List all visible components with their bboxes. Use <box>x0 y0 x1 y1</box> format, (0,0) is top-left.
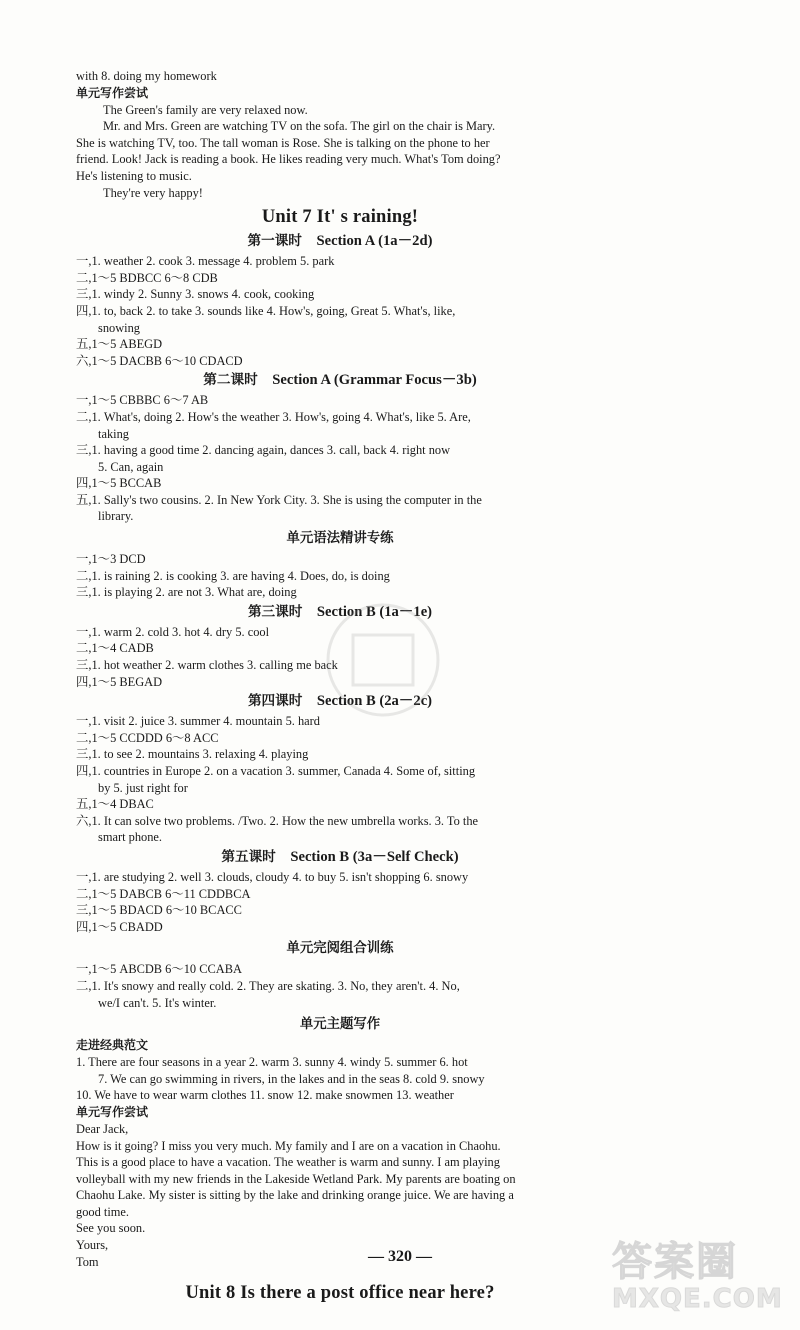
letter-line: Chaohu Lake. My sister is sitting by the lake and drinking orange juice. We are having a <box>76 1188 514 1203</box>
answer-line: 一,1. visit 2. juice 3. summer 4. mountain 5. hard <box>76 714 320 729</box>
answer-line: 五,1～5 ABEGD <box>76 337 163 352</box>
answer-line: 二,1. What's, doing 2. How's the weather 3. How's, going 4. What's, like 5. Are, <box>76 409 471 424</box>
essay-line: friend. Look! Jack is reading a book. He likes reading very much. What's Tom doing? <box>76 152 501 167</box>
lesson-section: Section B (3a－Self Check) <box>290 848 459 865</box>
answer-line: we/I can't. 5. It's winter. <box>98 995 217 1010</box>
answer-line: 一,1～3 DCD <box>76 552 146 567</box>
essay-line: He's listening to music. <box>76 168 192 183</box>
reading-lines <box>76 961 604 1011</box>
essay-line: She is watching TV, too. The tall woman is Rose. She is talking on the phone to her <box>76 135 490 150</box>
answer-line: 1. There are four seasons in a year 2. warm 3. sunny 4. windy 5. summer 6. hot <box>76 1055 468 1070</box>
essay-line: Mr. and Mrs. Green are watching TV on the sofa. The girl on the chair is Mary. <box>103 119 496 134</box>
lesson-label: 第二课时 <box>203 372 258 389</box>
lesson-section: Section B (2a－2c) <box>316 693 433 710</box>
lesson-section: Section A (Grammar Focus－3b) <box>272 372 477 389</box>
lesson-title <box>76 231 604 252</box>
essay-line: The Green's family are very relaxed now. <box>103 102 308 117</box>
answer-line: 一,1～5 ABCDB 6～10 CCABA <box>76 962 242 977</box>
answer-line: 二,1～5 CCDDD 6～8 ACC <box>76 730 219 745</box>
answer-line: 四,1. to, back 2. to take 3. sounds like 4. How's, going, Great 5. What's, like, <box>76 303 456 318</box>
answer-line: 五,1. Sally's two cousins. 2. In New York City. 3. She is using the computer in the <box>76 492 482 507</box>
answer-line: by 5. just right for <box>98 780 188 795</box>
answer-line: 三,1. hot weather 2. warm clothes 3. calling me back <box>76 658 338 673</box>
answer-line: taking <box>98 426 129 441</box>
answer-line: 三,1～5 BDACD 6～10 BCACC <box>76 903 242 918</box>
lesson-title <box>76 847 604 868</box>
answer-line: 五,1～4 DBAC <box>76 797 154 812</box>
classic-essay-heading: 走进经典范文 <box>76 1038 149 1053</box>
essay-block <box>76 102 604 202</box>
letter-line: See you soon. <box>76 1221 146 1236</box>
lesson-answers <box>76 392 604 525</box>
lesson-answers <box>76 253 604 369</box>
faint-stamp-graphic <box>318 590 448 740</box>
answer-line: 六,1～5 DACBB 6～10 CDACD <box>76 353 243 368</box>
unit-7-title: Unit 7 It' s raining! <box>261 207 419 228</box>
answer-line: 7. We can go swimming in rivers, in the lakes and in the seas 8. cold 9. snowy <box>98 1071 485 1086</box>
essay-line: They're very happy! <box>103 185 203 200</box>
grammar-section-title: 单元语法精讲专练 <box>286 531 394 547</box>
answer-line: 二,1～4 CADB <box>76 641 154 656</box>
writing-try-heading-2: 单元写作尝试 <box>76 1104 149 1119</box>
letter-line: Yours, <box>76 1238 109 1253</box>
page-number: — 320 — <box>368 1248 432 1265</box>
answer-line: 二,1～5 BDBCC 6～8 CDB <box>76 270 218 285</box>
letter-line: good time. <box>76 1204 129 1219</box>
answer-line: smart phone. <box>98 830 163 845</box>
lesson-section: Section A (1a－2d) <box>316 233 433 250</box>
letter-line: Tom <box>76 1254 99 1269</box>
classic-essay-lines <box>76 1054 604 1104</box>
answer-line: 六,1. It can solve two problems. /Two. 2. How the new umbrella works. 3. To the <box>76 813 479 828</box>
answer-line: 一,1. weather 2. cook 3. message 4. problem 5. park <box>76 254 335 269</box>
site-watermark-logo: 答案圈 MXQE.COM <box>612 1239 783 1314</box>
answer-line: library. <box>98 509 134 524</box>
letter-line: This is a good place to have a vacation. The weather is warm and sunny. I am playing <box>76 1155 500 1170</box>
lesson-label: 第一课时 <box>247 233 302 250</box>
lesson-title <box>76 370 604 391</box>
answer-line: 四,1～5 CBADD <box>76 919 163 934</box>
answer-line: 三,1. windy 2. Sunny 3. snows 4. cook, cooking <box>76 287 315 302</box>
answer-line: 一,1. warm 2. cold 3. hot 4. dry 5. cool <box>76 624 270 639</box>
answer-line: snowing <box>98 320 140 335</box>
letter-line: volleyball with my new friends in the Lakeside Wetland Park. My parents are boating on <box>76 1171 516 1186</box>
answer-line: 三,1. to see 2. mountains 3. relaxing 4. playing <box>76 747 309 762</box>
writing-try-heading: 单元写作尝试 <box>76 85 149 100</box>
writing-section-title: 单元主题写作 <box>299 1017 381 1033</box>
answer-line: 二,1. is raining 2. is cooking 3. are having 4. Does, do, is doing <box>76 568 390 583</box>
answer-line: 三,1. is playing 2. are not 3. What are, doing <box>76 585 297 600</box>
reading-section-title: 单元完阅组合训练 <box>286 941 394 957</box>
unit-8-title: Unit 8 Is there a post office near here? <box>185 1283 495 1304</box>
answer-line: 二,1. It's snowy and really cold. 2. They are skating. 3. No, they aren't. 4. No, <box>76 978 460 993</box>
unit-7-lessons <box>76 231 604 525</box>
answer-line: 四,1. countries in Europe 2. on a vacation 3. summer, Canada 4. Some of, sitting <box>76 764 476 778</box>
lesson-label: 第五课时 <box>221 848 276 865</box>
answer-line: 四,1～5 BCCAB <box>76 476 162 491</box>
text-line: with 8. doing my homework <box>76 69 217 83</box>
answer-line: 5. Can, again <box>98 459 164 474</box>
answer-line: 三,1. having a good time 2. dancing again, dances 3. call, back 4. right now <box>76 443 451 458</box>
answer-line: 一,1～5 CBBBC 6～7 AB <box>76 393 209 408</box>
answer-line: 10. We have to wear warm clothes 11. snow 12. make snowmen 13. weather <box>76 1088 454 1103</box>
answer-line: 二,1～5 DABCB 6～11 CDDBCA <box>76 886 251 901</box>
lesson-section: Section B (1a－1e) <box>316 603 433 620</box>
letter-line: Dear Jack, <box>76 1121 129 1136</box>
lesson-label: 第四课时 <box>247 693 303 710</box>
letter-line: How is it going? I miss you very much. My family and I are on a vacation in Chaohu. <box>76 1138 501 1153</box>
lesson-answers <box>76 869 604 935</box>
answer-line: 一,1. are studying 2. well 3. clouds, cloudy 4. to buy 5. isn't shopping 6. snowy <box>76 869 469 884</box>
lesson-label: 第三课时 <box>247 603 303 620</box>
answer-line: 四,1～5 BEGAD <box>76 674 163 689</box>
